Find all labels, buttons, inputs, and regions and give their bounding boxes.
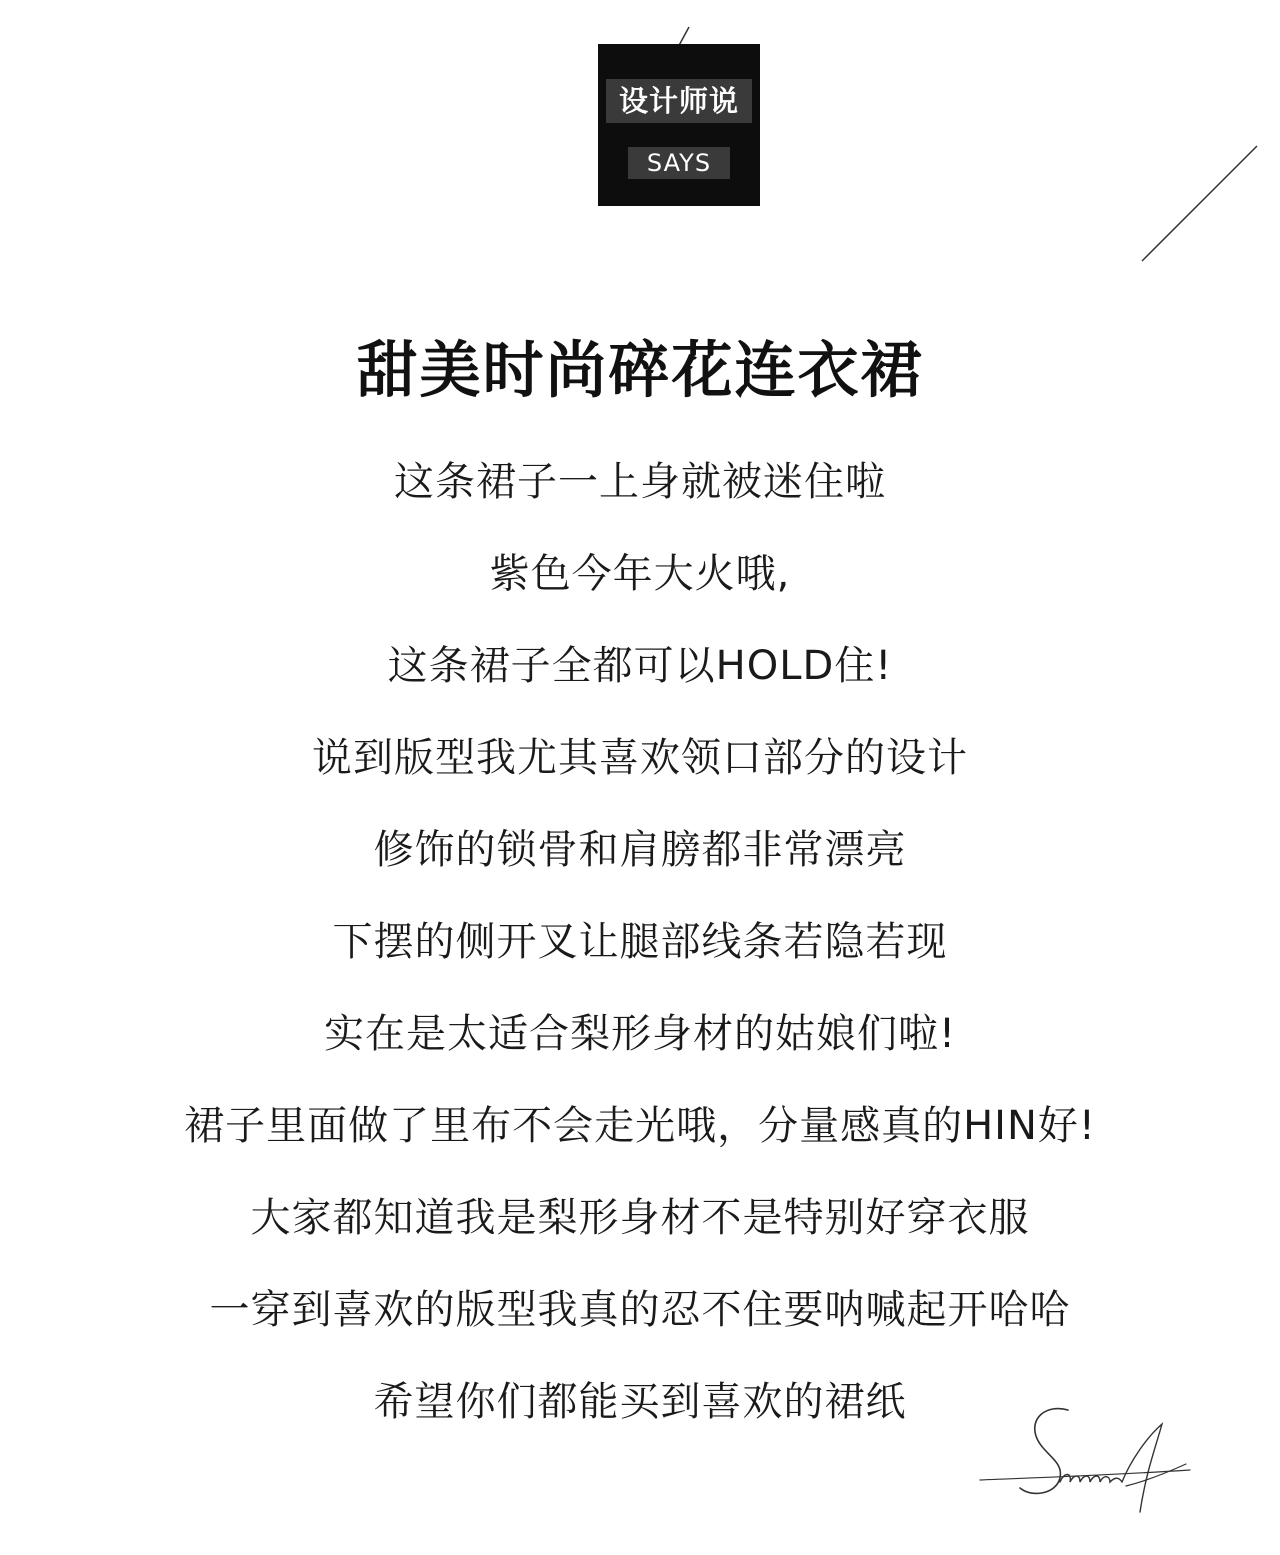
badge-title: 设计师说	[618, 84, 739, 118]
description-line: 实在是太适合梨形身材的姑娘们啦!	[323, 1011, 957, 1057]
page-title: 甜美时尚碎花连衣裙	[356, 335, 924, 406]
badge-subtitle-bar	[628, 147, 730, 179]
description-line: 修饰的锁骨和肩膀都非常漂亮	[373, 827, 907, 873]
description-line: 大家都知道我是梨形身材不是特别好穿衣服	[250, 1195, 1030, 1241]
description-line: 裙子里面做了里布不会走光哦，分量感真的HIN好!	[184, 1103, 1096, 1149]
badge-subtitle: SAYS	[646, 149, 712, 177]
description-line: 紫色今年大火哦,	[489, 551, 791, 597]
description-line: 一穿到喜欢的版型我真的忍不住要呐喊起开哈哈	[209, 1287, 1071, 1333]
description-line: 这条裙子全都可以HOLD住!	[387, 643, 893, 689]
description-line: 说到版型我尤其喜欢领口部分的设计	[312, 735, 968, 781]
badge-title-bar	[606, 79, 752, 123]
description-line: 下摆的侧开叉让腿部线条若隐若现	[332, 919, 948, 965]
designer-says-badge	[598, 44, 760, 206]
description-lines	[0, 452, 1280, 1464]
signature	[976, 1402, 1200, 1520]
description-line: 希望你们都能买到喜欢的裙纸	[373, 1379, 907, 1425]
description-line: 这条裙子一上身就被迷住啦	[394, 459, 886, 505]
